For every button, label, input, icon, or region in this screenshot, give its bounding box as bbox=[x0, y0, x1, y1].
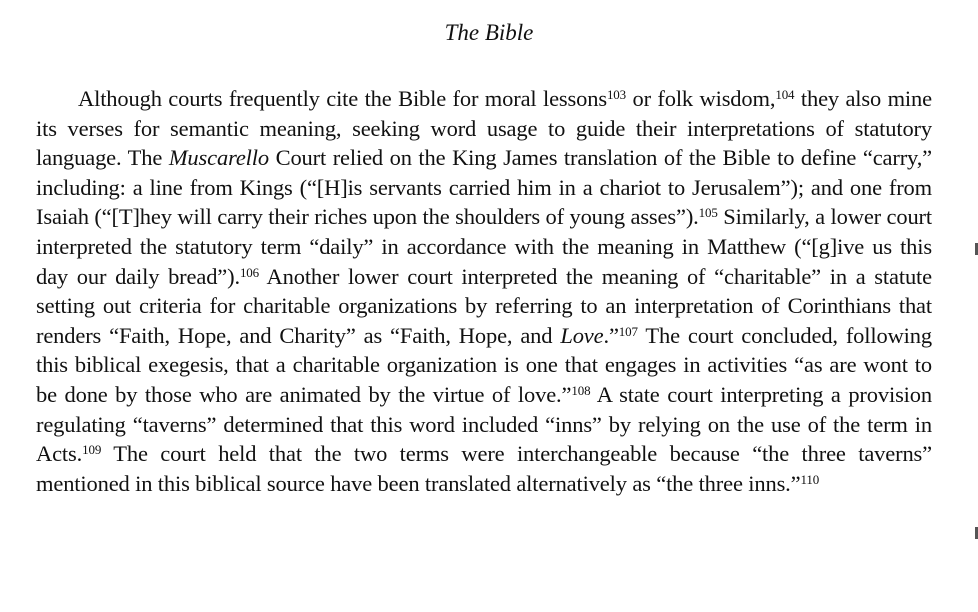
footnote-ref-104: 104 bbox=[775, 86, 795, 102]
text-run: they also mine its verses for semantic meaning, seeking word usage to guide their interpretations of statutory language. The bbox=[36, 86, 932, 171]
text-run: The court concluded, following this biblical exegesis, that a charitable organization is one that engages in activities “as are wont to be done by those who are animated by the virtue of love.” bbox=[36, 322, 932, 407]
emphasized-word: Love bbox=[560, 322, 604, 348]
footnote-ref-109: 109 bbox=[82, 441, 102, 457]
footnote-ref-108: 108 bbox=[571, 382, 591, 398]
text-run: .” bbox=[603, 322, 619, 348]
text-run: The court held that the two terms were interchangeable because “the three taverns” mentioned in this biblical source have been translated alternatively as “the three inns.” bbox=[36, 441, 932, 496]
footnote-ref-110: 110 bbox=[800, 471, 820, 487]
text-run: A state court interpreting a provision regulating “taverns” determined that this word included “inns” by relying on the use of the term in Acts. bbox=[36, 381, 932, 467]
body-paragraph bbox=[36, 84, 932, 498]
case-name: Muscarello bbox=[168, 145, 269, 171]
text-run: Another lower court interpreted the meaning of “charitable” in a statute setting out criteria for charitable organizations by referring to an interpretation of Corinthians that renders “Faith, Hope, and Charity” as “Faith, Hope, and bbox=[36, 263, 932, 348]
footnote-ref-105: 105 bbox=[698, 205, 718, 221]
text-run: Court relied on the King James translation of the Bible to define “carry,” including: a line from Kings (“[H]is servants carried him in a chariot to Jerusalem”); and one from Isaiah (“[T]hey will carry their riches upon the shoulders of young asses”). bbox=[36, 145, 933, 230]
footnote-ref-107: 107 bbox=[618, 323, 638, 339]
footnote-ref-106: 106 bbox=[239, 264, 260, 280]
text-run: Similarly, a lower court interpreted the statutory term “daily” in accordance with the meaning in Matthew (“[g]ive us this day our daily bread”). bbox=[36, 204, 932, 289]
text-run: or folk wisdom, bbox=[626, 86, 776, 111]
text-run: Although courts frequently cite the Bible for moral lessons bbox=[78, 86, 607, 111]
section-heading: The Bible bbox=[444, 20, 534, 45]
footnote-ref-103: 103 bbox=[606, 86, 627, 102]
